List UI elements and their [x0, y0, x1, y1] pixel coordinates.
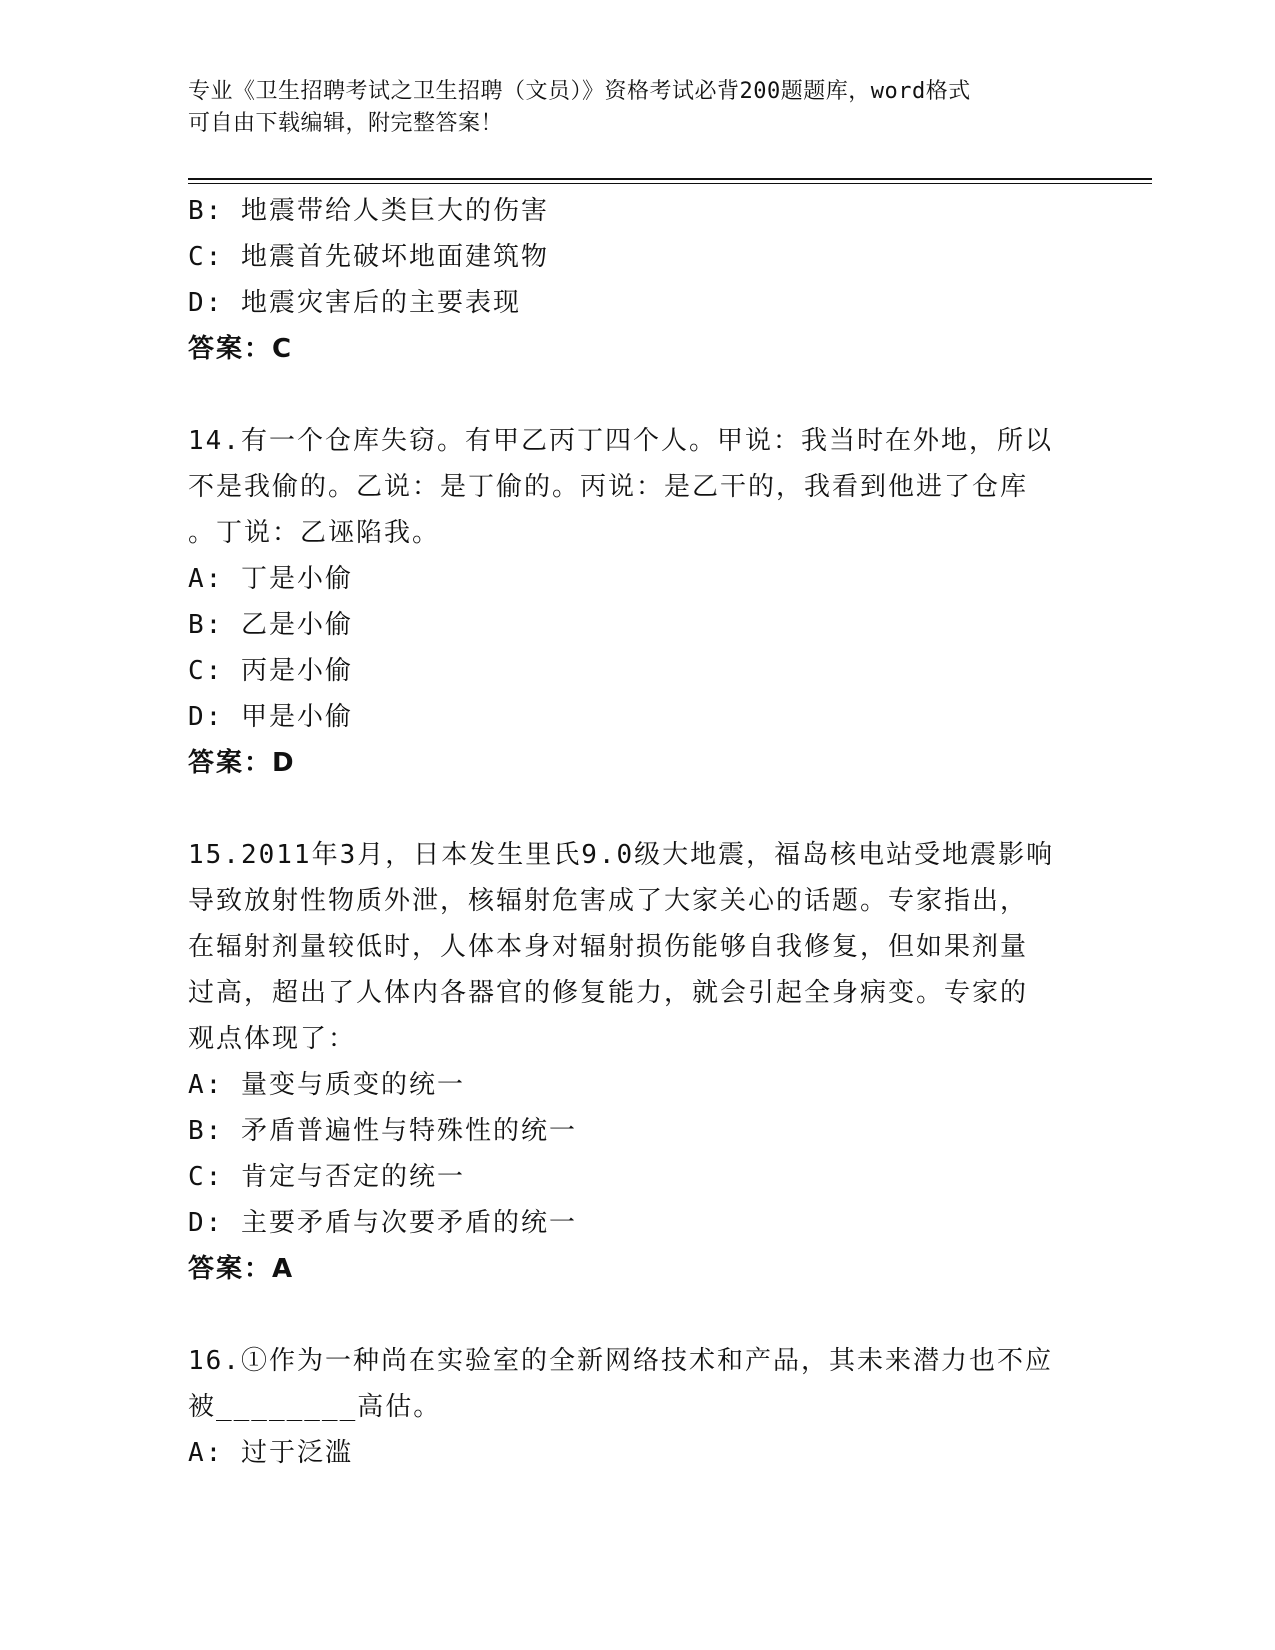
question-content — [188, 188, 1088, 1476]
q15-answer: 答案：A — [188, 1254, 295, 1284]
q16-option-a: A: 过于泛滥 — [188, 1438, 353, 1468]
q15-stem-line-1: 15.2011年3月，日本发生里氏9.0级大地震，福岛核电站受地震影响 — [188, 840, 1055, 870]
spacer — [188, 372, 1088, 418]
q13-answer: 答案：C — [188, 334, 294, 364]
document-header — [188, 76, 1088, 140]
spacer — [188, 1292, 1088, 1338]
header-divider-thick — [188, 178, 1152, 180]
q14-answer: 答案：D — [188, 748, 296, 778]
header-divider-thin — [188, 183, 1152, 184]
q14-option-b: B: 乙是小偷 — [188, 610, 353, 640]
q16-stem-line-1: 16.①作为一种尚在实验室的全新网络技术和产品，其未来潜力也不应 — [188, 1346, 1053, 1376]
q14-stem-line-3: 。丁说：乙诬陷我。 — [188, 518, 441, 548]
spacer — [188, 786, 1088, 832]
q13-option-c: C: 地震首先破坏地面建筑物 — [188, 242, 549, 272]
q14-option-d: D: 甲是小偷 — [188, 702, 353, 732]
q15-stem-line-5: 观点体现了： — [188, 1024, 357, 1054]
q15-stem-line-4: 过高，超出了人体内各器官的修复能力，就会引起全身病变。专家的 — [188, 978, 1029, 1008]
q15-stem-line-2: 导致放射性物质外泄，核辐射危害成了大家关心的话题。专家指出， — [188, 886, 1029, 916]
q13-option-d: D: 地震灾害后的主要表现 — [188, 288, 521, 318]
header-title-line-2: 可自由下载编辑，附完整答案！ — [188, 111, 504, 136]
q15-option-b: B: 矛盾普遍性与特殊性的统一 — [188, 1116, 577, 1146]
q15-option-c: C: 肯定与否定的统一 — [188, 1162, 465, 1192]
q15-stem-line-3: 在辐射剂量较低时，人体本身对辐射损伤能够自我修复，但如果剂量 — [188, 932, 1029, 962]
q14-stem-line-2: 不是我偷的。乙说：是丁偷的。丙说：是乙干的，我看到他进了仓库 — [188, 472, 1029, 502]
q15-option-d: D: 主要矛盾与次要矛盾的统一 — [188, 1208, 577, 1238]
q15-option-a: A: 量变与质变的统一 — [188, 1070, 465, 1100]
q14-option-a: A: 丁是小偷 — [188, 564, 353, 594]
q14-stem-line-1: 14.有一个仓库失窃。有甲乙丙丁四个人。甲说：我当时在外地，所以 — [188, 426, 1053, 456]
header-title-line-1: 专业《卫生招聘考试之卫生招聘（文员）》资格考试必背200题题库，word格式 — [188, 79, 971, 104]
q16-stem-line-2: 被________高估。 — [188, 1392, 442, 1422]
q14-option-c: C: 丙是小偷 — [188, 656, 353, 686]
q13-option-b: B: 地震带给人类巨大的伤害 — [188, 196, 549, 226]
